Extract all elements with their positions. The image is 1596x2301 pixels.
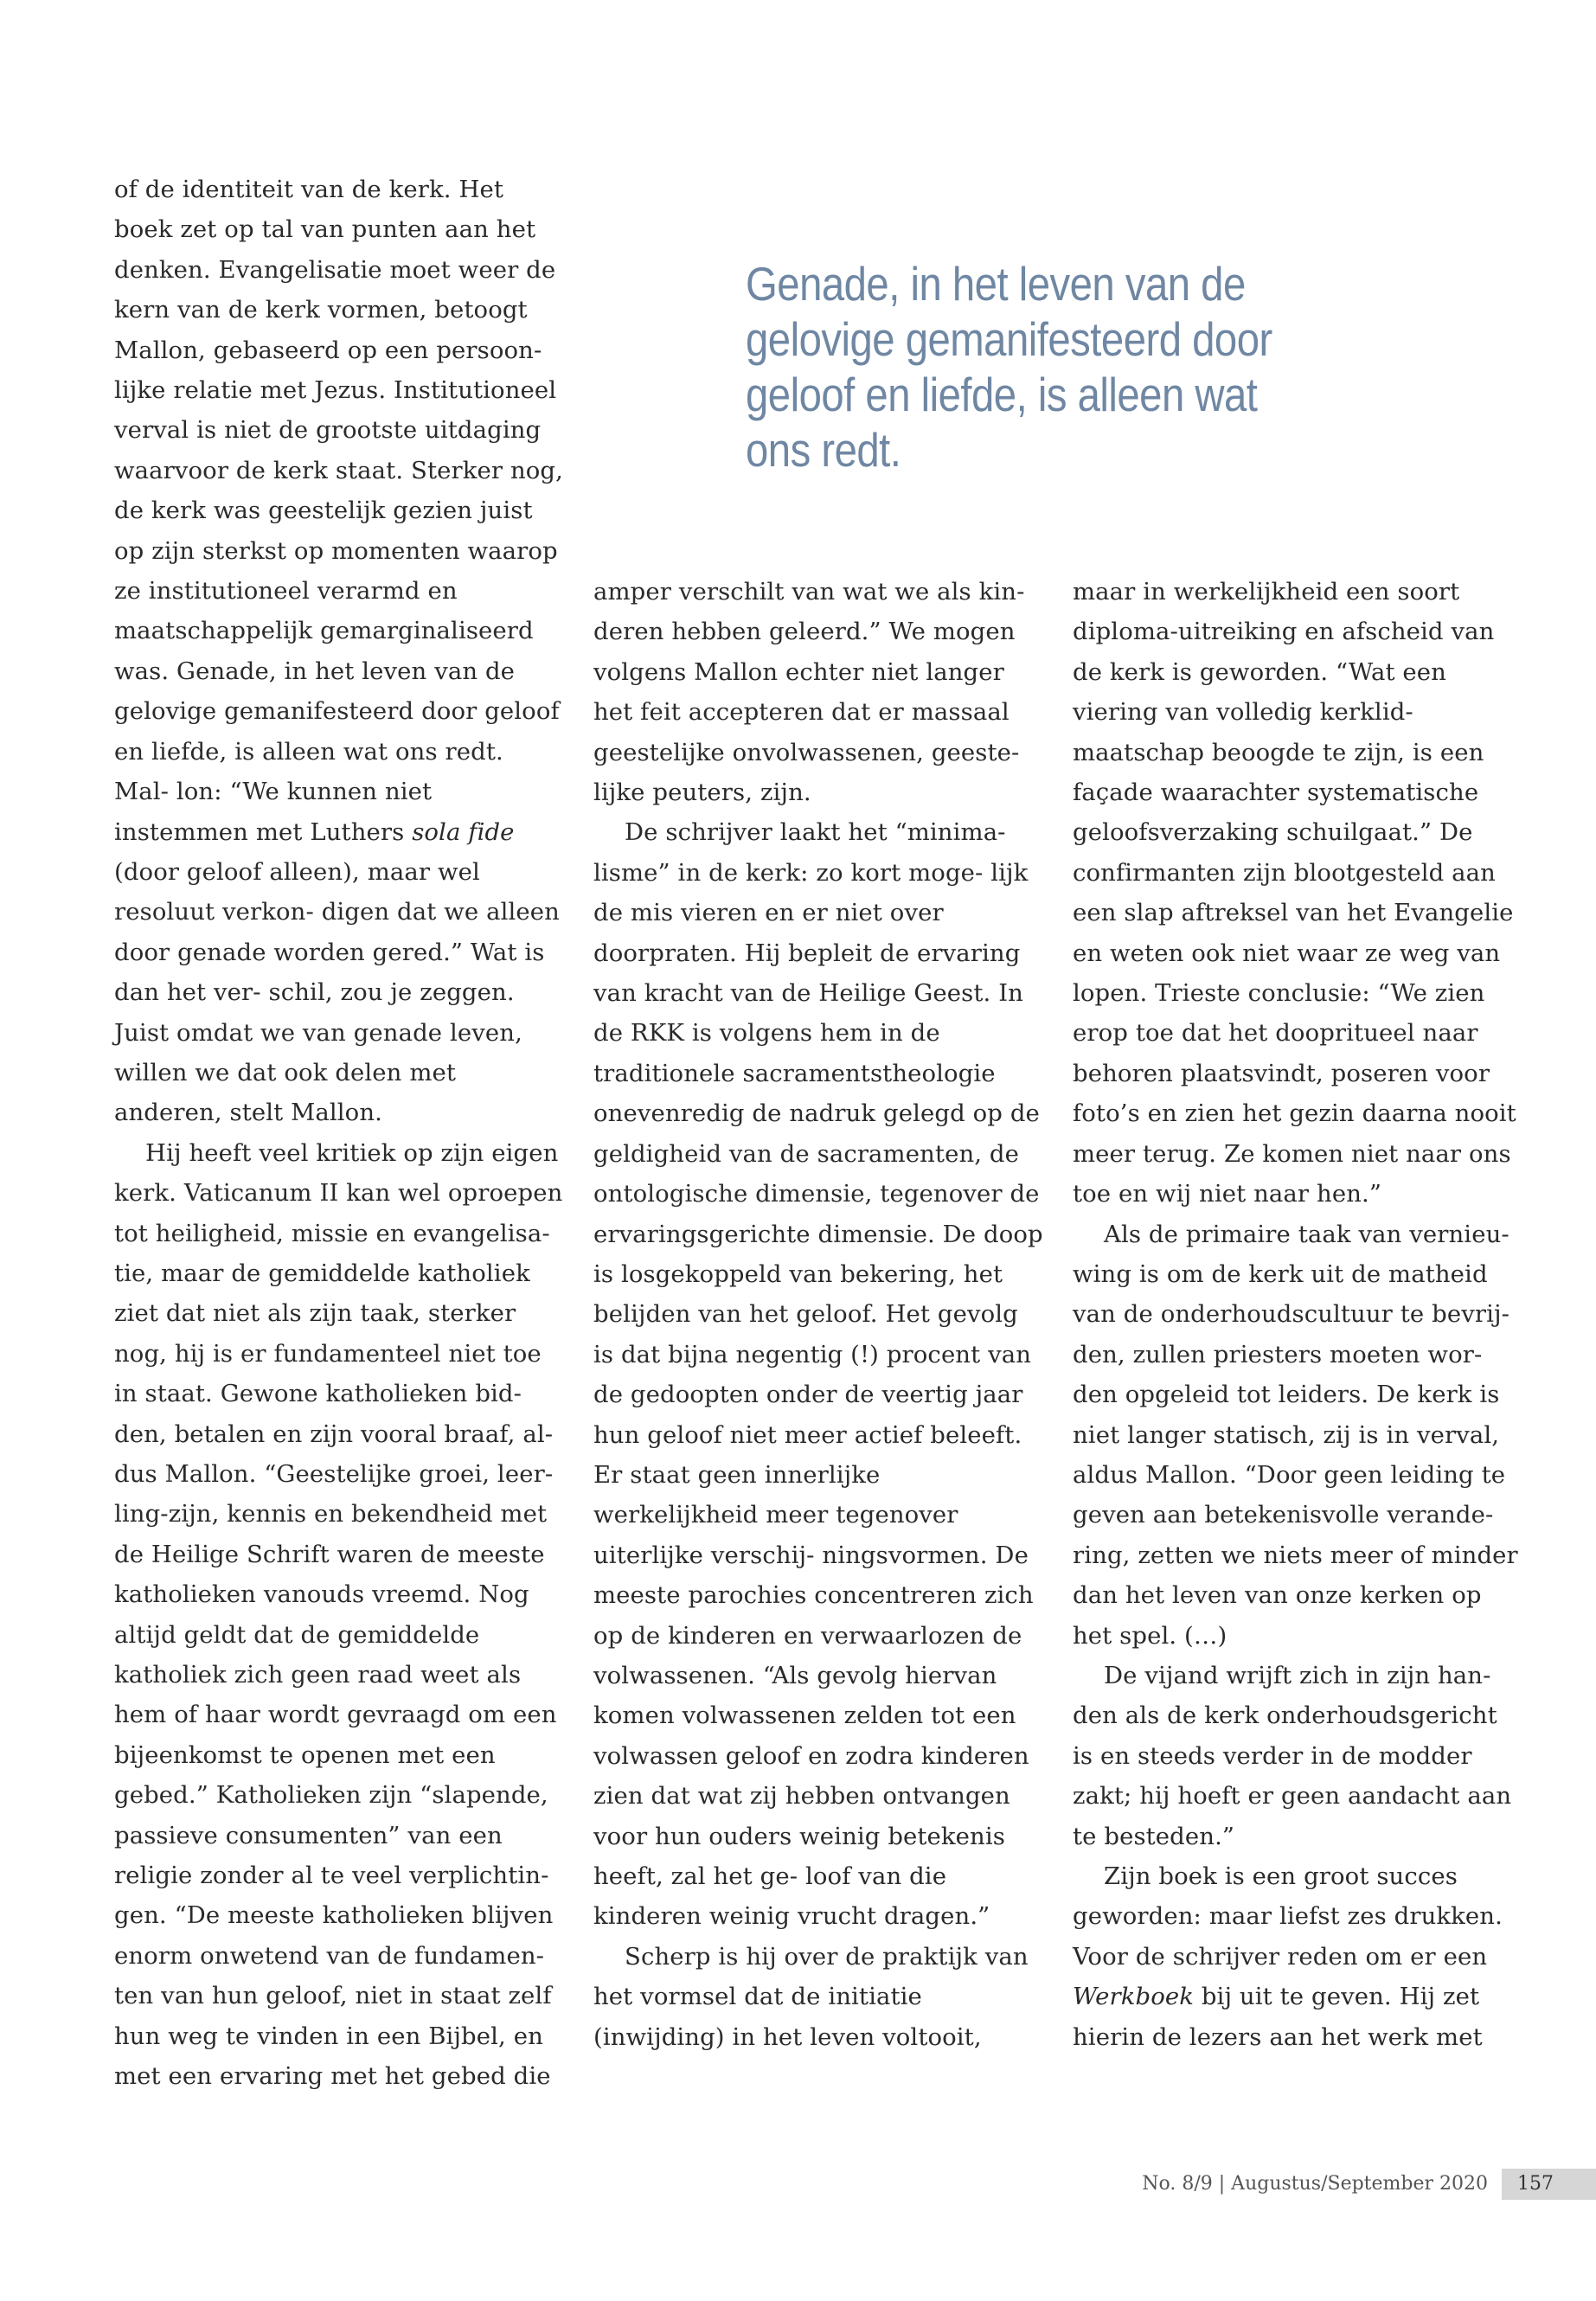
paragraph: De schrijver laakt het “minima- lisme” in de kerk: zo kort moge- lijk de mis vieren en er niet over doorpraten. Hij bepleit de ervaring van kracht van de Heilige Geest. In de RKK is volgens hem in de traditionele sacramentstheologie onevenredig de nadruk gelegd op de geldigheid van de sacramenten, de ontologische dimensie, tegenover de ervaringsgerichte dimensie. De doop is losgekoppeld van bekering, het belijden van het geloof. Het gevolg is dat bijna negentig (!) procent van de gedoopten onder de veertig jaar hun geloof niet meer actief beleeft. Er staat geen innerlijke werkelijkheid meer tegenover uiterlijke verschij- ningsvormen. De meeste parochies concentreren zich op de kinderen en verwaarlozen de volwassenen. “Als gevolg hiervan komen volwassenen zelden tot een volwassen geloof en zodra kinderen zien dat wat zij hebben ontvangen voor hun ouders weinig betekenis heeft, zal het ge- loof van die kinderen weinig vrucht dragen.” [593, 818, 1043, 1931]
page-number: 157 [1502, 2169, 1596, 2200]
issue-footer: No. 8/9 | Augustus/September 2020 [1142, 2173, 1488, 2195]
italic-term: sola fide [412, 817, 515, 846]
pull-quote: Genade, in het leven van de gelovige gemanifesteerd door geloof en liefde, is alleen wat ons redt. [746, 257, 1272, 477]
paragraph [1073, 1856, 1522, 2057]
paragraph: amper verschilt van wat we als kin- deren hebben geleerd.” We mogen volgens Mallon echter niet langer het feit accepteren dat er massaal geestelijke onvolwassenen, geeste- lijke peuters, zijn. [593, 578, 1025, 807]
paragraph: maar in werkelijkheid een soort diploma-uitreiking en afscheid van de kerk is geworden. “Wat een viering van volledig kerklid- maatschap beoogde te zijn, is een façade waarachter systematische geloofsverzaking schuilgaat.” De confirmanten zijn blootgesteld aan een slap aftreksel van het Evangelie en weten ook niet waar ze weg van lopen. Trieste conclusie: “We zien erop toe dat het doopritueel naar behoren plaatsvindt, poseren voor foto’s en zien het gezin daarna nooit meer terug. Ze komen niet naar ons toe en wij niet naar hen.” [1073, 578, 1516, 1208]
italic-term: Werkboek [1073, 1983, 1195, 2011]
paragraph: Hij heeft veel kritiek op zijn eigen kerk. Vaticanum II kan wel oproepen tot heiligheid, missie en evangelisa- tie, maar de gemiddelde katholiek ziet dat niet als zijn taak, sterker nog, hij is er fundamenteel niet toe in staat. Gewone katholieken bid- den, betalen en zijn vooral braaf, al- dus Mallon. “Geestelijke groei, leer- ling-zijn, kennis en bekendheid met de Heilige Schrift waren de meeste katholieken vanouds vreemd. Nog altijd geldt dat de gemiddelde katholiek zich geen raad weet als hem of haar wordt gevraagd om een bijeenkomst te openen met een gebed.” Katholieken zijn “slapende, passieve consumenten” van een religie zonder al te veel verplichtin- gen. “De meeste katholieken blijven enorm onwetend van de fundamen- ten van hun geloof, niet in staat zelf hun weg te vinden in een Bijbel, en met een ervaring met het gebed die [114, 1138, 563, 2091]
paragraph-text: of de identiteit van de kerk. Het boek zet op tal van punten aan het denken. Evangelisatie moet weer de kern van de kerk vormen, betoogt Mallon, gebaseerd op een persoon- lijke relatie met Jezus. Institutioneel verval is niet de grootste uitdaging waarvoor de kerk staat. Sterker nog, de kerk was geestelijk gezien juist op zijn sterkst op momenten waarop ze institutioneel verarmd en maatschappelijk gemarginaliseerd was. Genade, in het leven van de gelovige gemanifesteerd door geloof en liefde, is alleen wat ons redt. Mal- lon: “We kunnen niet instemmen met Luthers [114, 176, 563, 846]
paragraph: Scherp is hij over de praktijk van het vormsel dat de initiatie (inwijding) in het leven voltooit, [593, 1942, 1029, 2051]
article-column-3 [1073, 572, 1522, 2057]
article-column-2 [593, 572, 1043, 2057]
paragraph-text: Zijn boek is een groot succes geworden: maar liefst zes drukken. Voor de schrijver reden om er een [1073, 1862, 1503, 1971]
article-column-1 [114, 170, 564, 2097]
paragraph-text: (door geloof alleen), maar wel resoluut verkon- digen dat we alleen door genade worden gered.” Wat is dan het ver- schil, zou je zeggen. Juist omdat we van genade leven, willen we dat ook delen met anderen, stelt Mallon. [114, 857, 560, 1127]
paragraph: Als de primaire taak van vernieu- wing is om de kerk uit de matheid van de onderhoudscultuur te bevrij- den, zullen priesters moeten wor- den opgeleid tot leiders. De kerk is niet langer statisch, zij is in verval, aldus Mallon. “Door geen leiding te geven aan betekenisvolle verande- ring, zetten we niets meer of minder dan het leven van onze kerken op het spel. (…) [1073, 1220, 1518, 1650]
paragraph: De vijand wrijft zich in zijn han- den als de kerk onderhoudsgericht is en steeds verder in de modder zakt; hij hoeft er geen aandacht aan te besteden.” [1073, 1661, 1512, 1850]
paragraph-text: bij uit te geven. Hij zet hierin de lezers aan het werk met [1073, 1983, 1483, 2051]
paragraph [114, 170, 564, 1133]
